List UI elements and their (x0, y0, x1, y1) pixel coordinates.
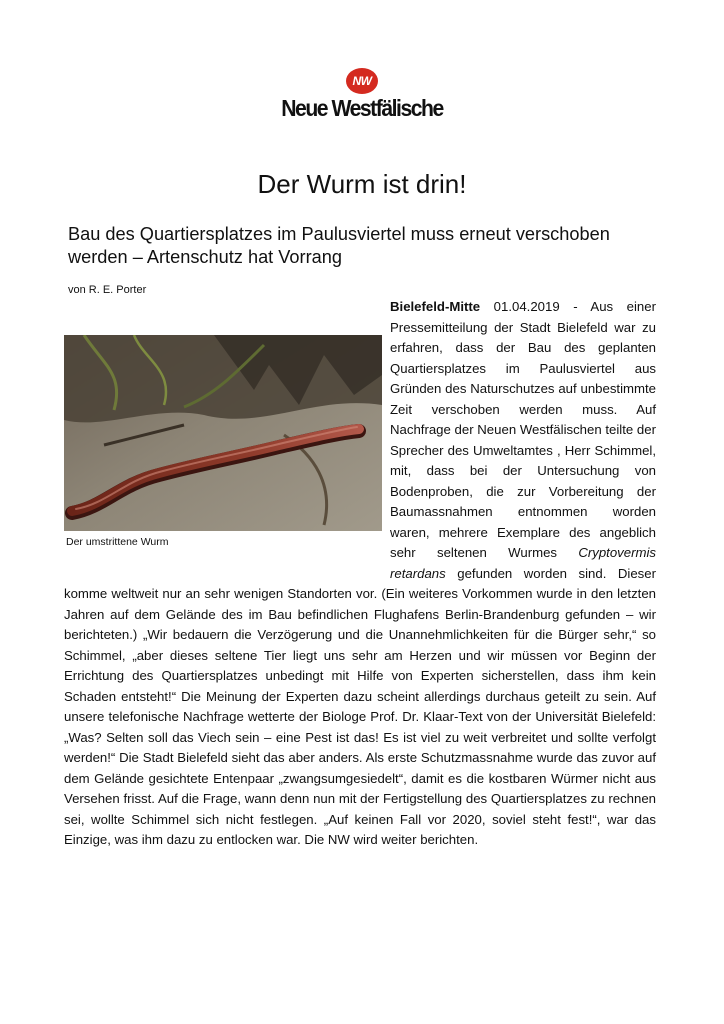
byline: von R. E. Porter (68, 284, 147, 296)
headline: Der Wurm ist drin! (257, 169, 467, 199)
image-wrap-spacer (64, 297, 390, 565)
article-body (64, 297, 656, 851)
masthead-logo (0, 68, 724, 122)
masthead-name: Neue Westfälische (281, 95, 443, 121)
subheadline: Bau des Quartiersplatzes im Paulusviertel muss erneut verschoben werden – Artenschutz hat Vorrang (68, 224, 610, 267)
nw-badge-icon: NW (346, 68, 378, 94)
article-rest: gefunden worden sind. Dieser komme weltweit nur an sehr wenigen Standorten vor. (Ein weiteres Vorkommen wurde in den letzten Jahren auf dem Gelände des im Bau befindlichen Flughafens Berlin-Brandenburg gefunden – wir berichteten.) „Wir bedauern die Verzögerung und die Unannehmlichkeiten für die Bürger sehr,“ so Schimmel, „aber dieses seltene Tier liegt uns sehr am Herzen und wir müssen vor Beginn der Errichtung des Quartiersplatzes unbedingt mit Hilfe von Experten sicherstellen, dass ihm kein Schaden entsteht!“ Die Meinung der Experten dazu scheint allerdings durchaus geteilt zu sein. Auf unsere telefonische Nachfrage wetterte der Biologe Prof. Dr. Klaar-Text von der Universität Bielefeld: „Was? Selten soll das Viech sein – eine Pest ist das! Es ist viel zu weit verbreitet und sollte verfolgt werden!“ Die Stadt Bielefeld sieht das aber anders. Als erste Schutzmassnahme wurde das zuvor auf dem Gelände gesichtete Entenpaar „zwangsumgesiedelt“, damit es die kostbaren Würmer nicht aus Versehen frisst. Auf die Frage, wann denn nun mit der Fertigstellung des Quartiersplatzes zu rechnen sei, wollte Schimmel sich nicht festlegen. „Auf keinen Fall vor 2020, soviel steht fest!“, war das Einzige, was ihm dazu zu entlocken war. Die NW wird weiter berichten. (64, 565, 656, 847)
dateline-location: Bielefeld-Mitte (390, 299, 481, 314)
article-intro: 01.04.2019 - Aus einer Pressemitteilung der Stadt Bielefeld war zu erfahren, dass der Bau des geplanten Quartiersplatzes im Paulusviertel aus Gründen des Naturschutzes auf unbestimmte Zeit verschoben werden muss. Auf Nachfrage der Neuen Westfälischen teilte der Sprecher des Umweltamtes , Herr Schimmel, mit, dass bei der Untersuchung von Bodenproben, die zur Vorbereitung der Baumassnahmen entnommen worden waren, mehrere Exemplare des angeblich sehr seltenen Wurmes (390, 299, 656, 560)
species-name: Cryptovermis retardans (390, 545, 656, 581)
figure-caption: Der umstrittene Wurm (66, 536, 169, 548)
